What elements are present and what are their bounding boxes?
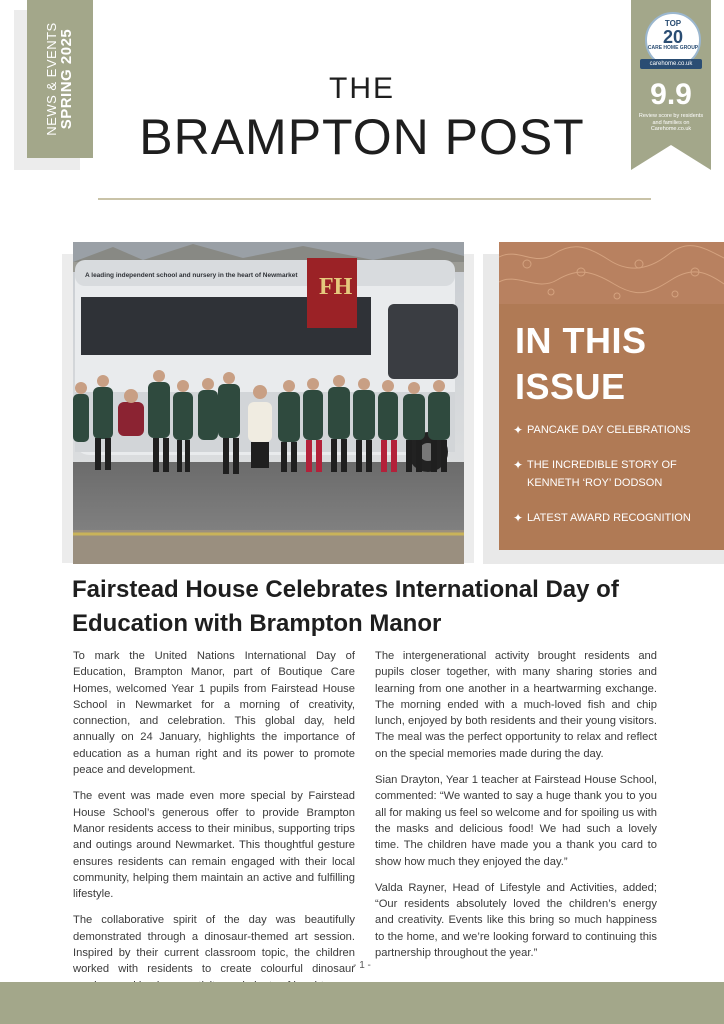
- article-paragraph: To mark the United Nations International Day of Education, Brampton Manor, part of Boutique Care Homes, welcomed Year 1 pupils from Fairstead House School in Newmarket for a morning of creativity, connection, and celebration. This global day, held annually on 24 January, highlights the importance of education as a human right and its power to promote peace and development.: [73, 650, 355, 777]
- minibus-tagline: A leading independent school and nursery in the heart of Newmarket: [85, 272, 298, 279]
- masthead-the: THE: [329, 72, 395, 105]
- issue-item-label: THE INCREDIBLE STORY OF KENNETH ‘ROY’ DODSON: [527, 459, 677, 489]
- award-top-text: TOP: [664, 19, 682, 28]
- floral-pattern-icon: [499, 242, 724, 304]
- issue-item-label: LATEST AWARD RECOGNITION: [527, 512, 691, 524]
- review-score-note: Review score by residents and families on Carehome.co.uk: [638, 113, 704, 133]
- article-headline: Fairstead House Celebrates International Day of Education with Brampton Manor: [72, 576, 619, 637]
- sparkle-icon: ✦: [513, 423, 524, 437]
- sparkle-icon: ✦: [513, 511, 524, 525]
- article-paragraph: The event was made even more special by Fairstead House School’s generous offer to provide Brampton Manor residents access to their minibus, supporting trips and outings around Newmarket. This thoughtful gesture ensures residents can remain engaged with their local community, helping them maintain an active and fulfilling lifestyle.: [73, 790, 355, 901]
- article-photo: [73, 242, 464, 564]
- award-number: 20: [662, 27, 684, 47]
- award-site-banner: carehome.co.uk: [640, 59, 702, 69]
- article-paragraph: The intergenerational activity brought residents and pupils closer together, with many sharing stories and learning from one another in a heartwarming exchange. The morning ended with a much-loved fish and chip lunch, enjoyed by both residents and their young visitors. The meal was the perfect opportunity to relax and reflect on the special memories made during the day.: [375, 650, 657, 760]
- minibus-group-photo-icon: [73, 242, 464, 564]
- article-column-right: [375, 648, 657, 971]
- issue-item[interactable]: [513, 456, 697, 492]
- article-paragraph: Valda Rayner, Head of Lifestyle and Activities, added; “Our residents absolutely loved the children’s energy and creativity. Events like this bring so much happiness to the home, and we’re looking forward to continuing this partnership throughout the year.”: [375, 881, 657, 960]
- issue-item[interactable]: [513, 421, 697, 440]
- in-this-issue-heading: [515, 318, 647, 410]
- issue-heading-line1: IN THIS: [515, 320, 647, 361]
- section-tag-label: NEWS & EVENTS: [44, 22, 60, 136]
- award-label: CARE HOME GROUP: [647, 45, 699, 51]
- sparkle-icon: ✦: [513, 458, 524, 472]
- article-paragraph: The collaborative spirit of the day was beautifully demonstrated through a dinosaur-themed art session. Inspired by their current classroom topic, the children worked with residents to create colourful dinosaur: [73, 914, 355, 976]
- review-score: 9.9: [650, 78, 692, 111]
- svg-text:FH: FH: [319, 274, 353, 300]
- page-number: - 1 -: [353, 960, 371, 971]
- footer-bar: [0, 982, 724, 1024]
- issue-season-label: SPRING 2025: [57, 28, 75, 130]
- issue-item[interactable]: [513, 509, 697, 528]
- article-column-left: [73, 648, 355, 1004]
- article-paragraph: Sian Drayton, Year 1 teacher at Fairstead House School, commented: “We wanted to say a huge thank you to you all for making us feel so welcome and for spoiling us with the masks and delicious food! We had such a lovely time. The children have made you a thank you card to show how much they enjoyed the day.”: [375, 774, 657, 868]
- in-this-issue-box: [499, 242, 724, 550]
- masthead-title: BRAMPTON POST: [139, 109, 585, 165]
- issue-heading-line2: ISSUE: [515, 366, 626, 407]
- issue-item-label: PANCAKE DAY CELEBRATIONS: [527, 424, 691, 436]
- masthead-divider: [98, 198, 651, 200]
